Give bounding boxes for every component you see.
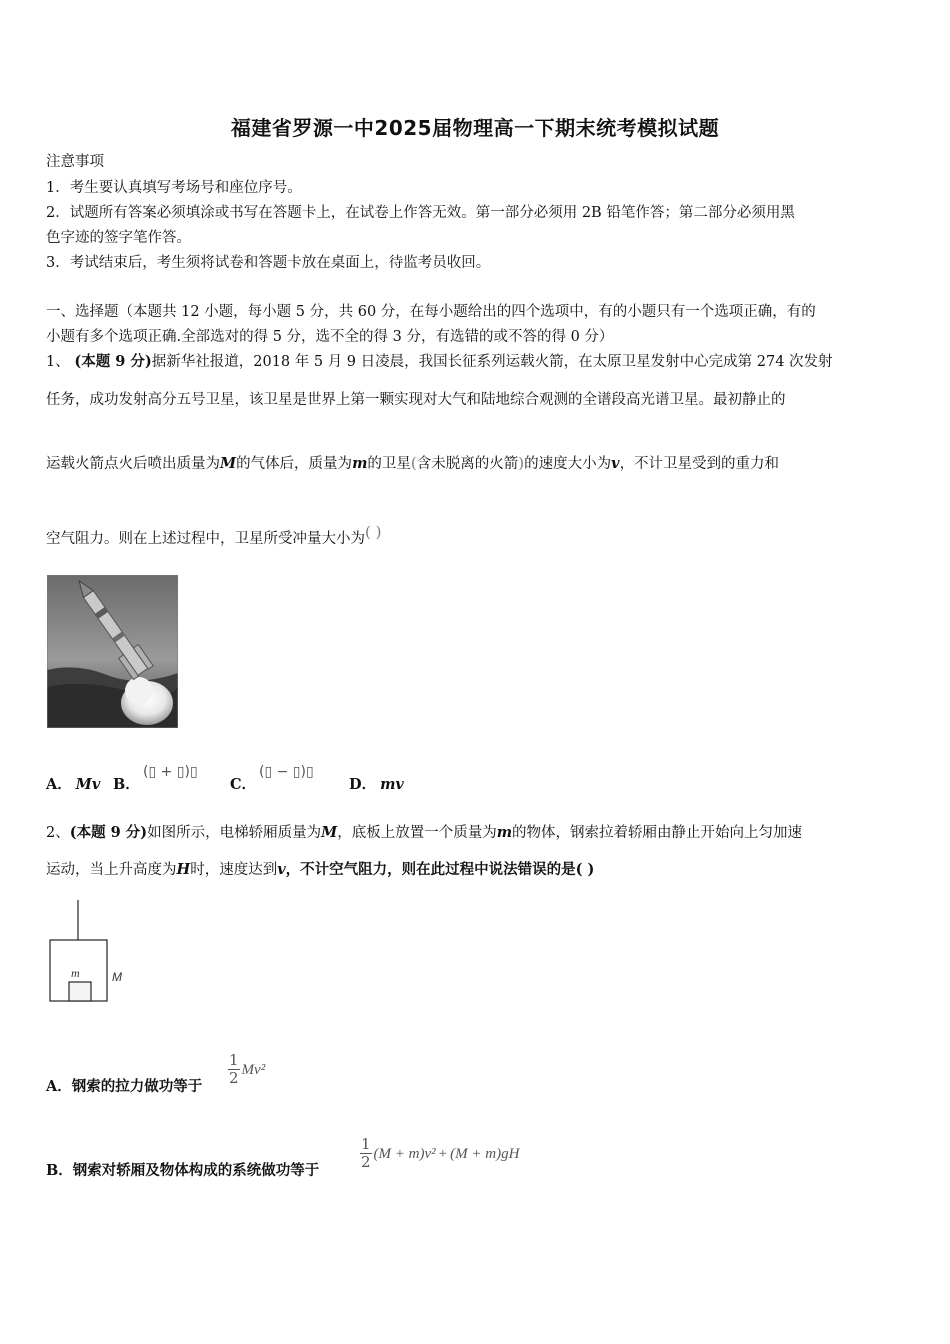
q2-line-2 (46, 860, 594, 880)
q1-line-1 (46, 352, 833, 372)
q2-option-a-expr: Mv² (241, 1062, 266, 1078)
q1-paren-close: ) (518, 454, 525, 472)
notice-item-1: 1．考生要认真填写考场号和座位序号。 (46, 180, 302, 196)
q2-text-2a: 运动，当上升高度为 (46, 862, 177, 878)
q1-var-m: m (352, 455, 368, 472)
q2-score: (本题 9 分) (69, 824, 148, 841)
q2-text-1c: 的物体，钢索拉着轿厢由静止开始向上匀加速 (512, 825, 803, 841)
q2-var-H: H (176, 861, 191, 878)
q1-option-d-label: D． (349, 776, 377, 793)
page-title: 福建省罗源一中2025届物理高一下期末统考模拟试题 (230, 116, 720, 140)
fraction-numerator: 1 (229, 1051, 239, 1069)
q2-text-1b: ，底板上放置一个质量为 (337, 825, 497, 841)
q2-var-M: M (321, 824, 338, 841)
q2-option-a-formula (228, 1052, 265, 1087)
q1-text-1: 据新华社报道，2018 年 5 月 9 日凌晨，我国长征系列运载火箭，在太原卫星发射中心完成第 274 次发射 (151, 354, 833, 370)
q1-text-4: 空气阻力。则在上述过程中，卫星所受冲量大小为 (46, 531, 365, 547)
notice-item-2-cont: 色字迹的签字笔作答。 (46, 230, 191, 246)
q2-option-b-formula (360, 1136, 519, 1171)
q2-option-a (46, 1077, 202, 1097)
q2-text-2c: ，不计空气阻力，则在此过程中说法错误的是( ) (285, 861, 595, 878)
q2-number: 2、 (46, 825, 70, 841)
q2-option-b-plus: + (438, 1146, 448, 1162)
elevator-figure (48, 900, 138, 1005)
q1-text-3b: 的气体后，质量为 (236, 456, 353, 472)
q2-option-b-text: 钢索对轿厢及物体构成的系统做功等于 (72, 1162, 320, 1179)
q1-option-c-label: C． (230, 776, 257, 793)
q1-text-3f: ，不计卫星受到的重力和 (619, 456, 780, 472)
q1-paren-open: ( (410, 454, 417, 472)
q1-option-b-formula: (▯ + ▯)▯ (143, 764, 198, 780)
fraction-numerator: 1 (361, 1135, 371, 1153)
notice-item-3: 3．考试结束后，考生须将试卷和答题卡放在桌面上，待监考员收回。 (46, 255, 491, 271)
elevator-diagram (48, 900, 138, 1005)
q1-option-a-label: A． (46, 776, 72, 793)
q1-option-a-value: Mv (75, 776, 101, 793)
q2-option-b-expr-2: (M + m)gH (450, 1146, 520, 1162)
fraction-denominator: 2 (229, 1069, 239, 1087)
q1-var-v: v (611, 455, 620, 472)
q1-option-d-value: mv (380, 776, 404, 793)
q1-line-3 (46, 453, 779, 474)
q2-text-2b: 时，速度达到 (190, 862, 278, 878)
q2-option-a-label: A． (46, 1078, 72, 1095)
q2-var-v: v (277, 861, 286, 878)
fraction-denominator: 2 (361, 1153, 371, 1171)
block-object (69, 982, 91, 1001)
section-heading-line-1: 一、选择题（本题共 12 小题，每小题 5 分，共 60 分，在每小题给出的四个选项中，有的小题只有一个选项正确，有的 (46, 304, 816, 320)
q2-line-1 (46, 823, 802, 843)
rocket-launch-image (47, 575, 178, 728)
q2-option-b (46, 1161, 319, 1181)
notice-heading: 注意事项 (46, 154, 104, 170)
q2-var-m: m (496, 824, 513, 841)
section-heading-line-2: 小题有多个选项正确.全部选对的得 5 分，选不全的得 3 分，有选错的或不答的得 0 分） (46, 329, 614, 345)
rocket-launch-photo (47, 575, 178, 728)
q1-score: (本题 9 分) (74, 353, 152, 370)
figure-label-m: m (71, 966, 80, 980)
q1-number: 1、 (46, 354, 70, 370)
q2-option-b-expr-1: (M + m)v² (373, 1146, 436, 1162)
q2-option-a-text: 钢索的拉力做功等于 (71, 1078, 203, 1095)
q2-text-1a: 如图所示，电梯轿厢质量为 (147, 825, 322, 841)
q1-var-M: M (220, 455, 237, 472)
q1-option-d (349, 775, 404, 795)
q1-text-3e: 的速度大小为 (524, 456, 612, 472)
q1-line-2: 任务，成功发射高分五号卫星，该卫星是世界上第一颗实现对大气和陆地综合观测的全谱段高光谱卫星。最初静止的 (46, 392, 786, 408)
q2-option-b-label: B． (46, 1162, 73, 1179)
figure-label-M: M (112, 970, 122, 984)
q1-options-row (46, 775, 100, 795)
q2-option-a-fraction (228, 1052, 240, 1087)
notice-item-2: 2．试题所有答案必须填涂或书写在答题卡上，在试卷上作答无效。第一部分必须用 2B 铅笔作答；第二部分必须用黑 (46, 205, 795, 221)
q1-option-c-formula: (▯ − ▯)▯ (259, 764, 314, 780)
q1-option-b-label: B． (113, 776, 140, 793)
q1-text-3c: 的卫星 (367, 456, 411, 472)
q1-line-4 (46, 523, 382, 549)
q1-answer-blank: ( ) (365, 523, 382, 541)
q2-option-b-fraction (360, 1136, 372, 1171)
q1-text-3d: 含未脱离的火箭 (416, 456, 519, 472)
q1-text-3a: 运载火箭点火后喷出质量为 (46, 456, 220, 472)
